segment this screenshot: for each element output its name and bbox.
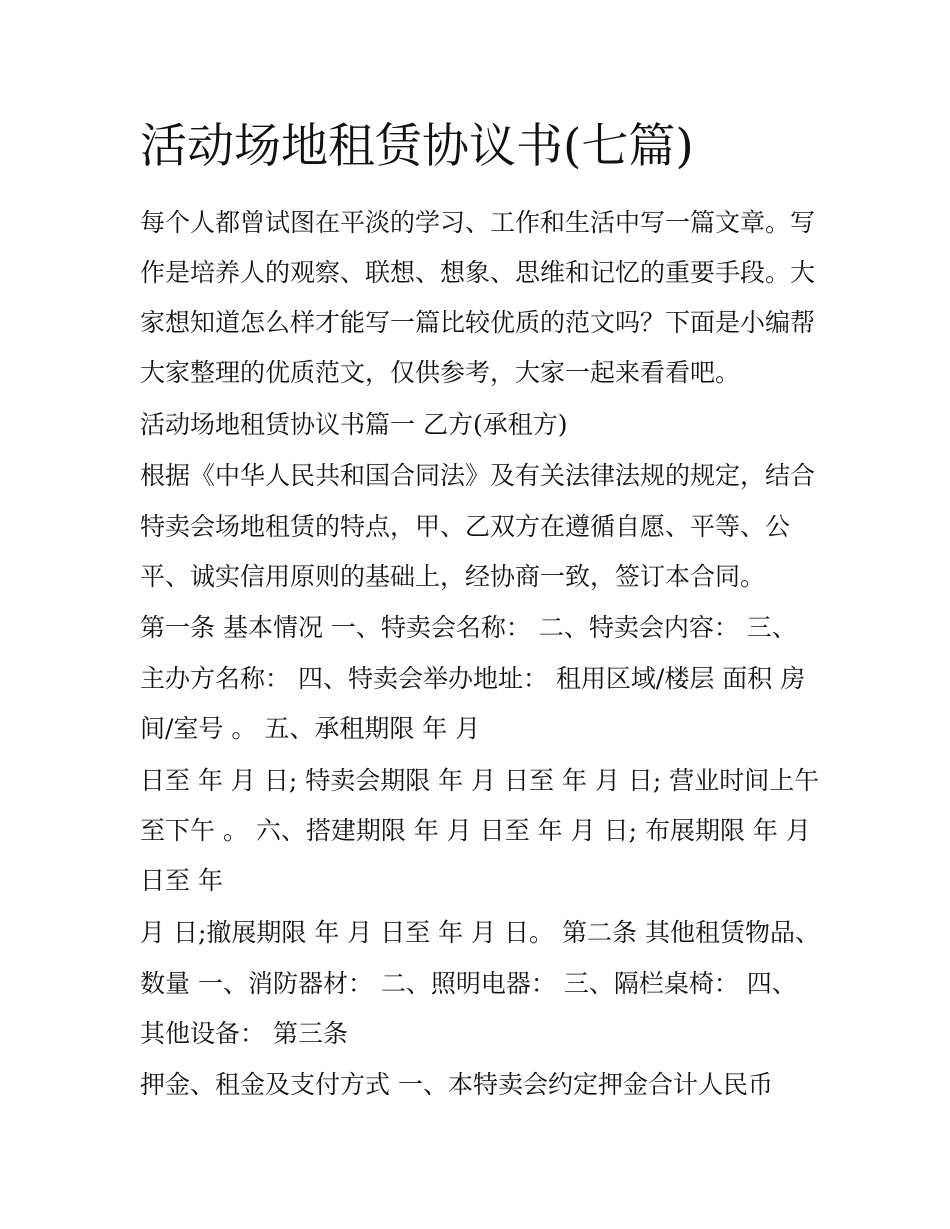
paragraph-line: 至下午 。 六、搭建期限 年 月 日至 年 月 日; 布展期限 年 月	[140, 816, 811, 845]
paragraph-line: 日至 年 月 日; 特卖会期限 年 月 日至 年 月 日; 营业时间上午	[140, 766, 820, 795]
document-title: 活动场地租赁协议书(七篇)	[140, 119, 694, 174]
paragraph-line: 第一条 基本情况 一、特卖会名称： 二、特卖会内容： 三、	[140, 613, 797, 642]
paragraph-line: 押金、租金及支付方式 一、本特卖会约定押金合计人民币	[140, 1070, 773, 1099]
paragraph-line: 每个人都曾试图在平淡的学习、工作和生活中写一篇文章。写	[140, 208, 816, 237]
section-heading: 活动场地租赁协议书篇一 乙方(承租方)	[140, 410, 568, 439]
paragraph-line: 特卖会场地租赁的特点，甲、乙双方在遵循自愿、平等、公	[140, 512, 791, 541]
paragraph-line: 大家整理的优质范文，仅供参考，大家一起来看看吧。	[140, 358, 741, 387]
paragraph-line: 日至 年	[140, 866, 223, 895]
paragraph-line: 根据《中华人民共和国合同法》及有关法律法规的规定，结合	[140, 461, 816, 490]
paragraph-line: 作是培养人的观察、联想、想象、思维和记忆的重要手段。大	[140, 258, 816, 287]
paragraph-line: 数量 一、消防器材： 二、照明电器： 三、隔栏桌椅： 四、	[140, 969, 797, 998]
paragraph-line: 家想知道怎么样才能写一篇比较优质的范文吗？下面是小编帮	[140, 308, 816, 337]
paragraph-line: 月 日;撤展期限 年 月 日至 年 月 日。 第二条 其他租赁物品、	[140, 918, 820, 947]
paragraph-line: 其他设备： 第三条	[140, 1019, 348, 1048]
paragraph-line: 平、诚实信用原则的基础上，经协商一致，签订本合同。	[140, 562, 766, 591]
paragraph-line: 间/室号 。 五、承租期限 年 月	[140, 714, 481, 743]
paragraph-line: 主办方名称： 四、特卖会举办地址： 租用区域/楼层 面积 房	[140, 664, 806, 693]
